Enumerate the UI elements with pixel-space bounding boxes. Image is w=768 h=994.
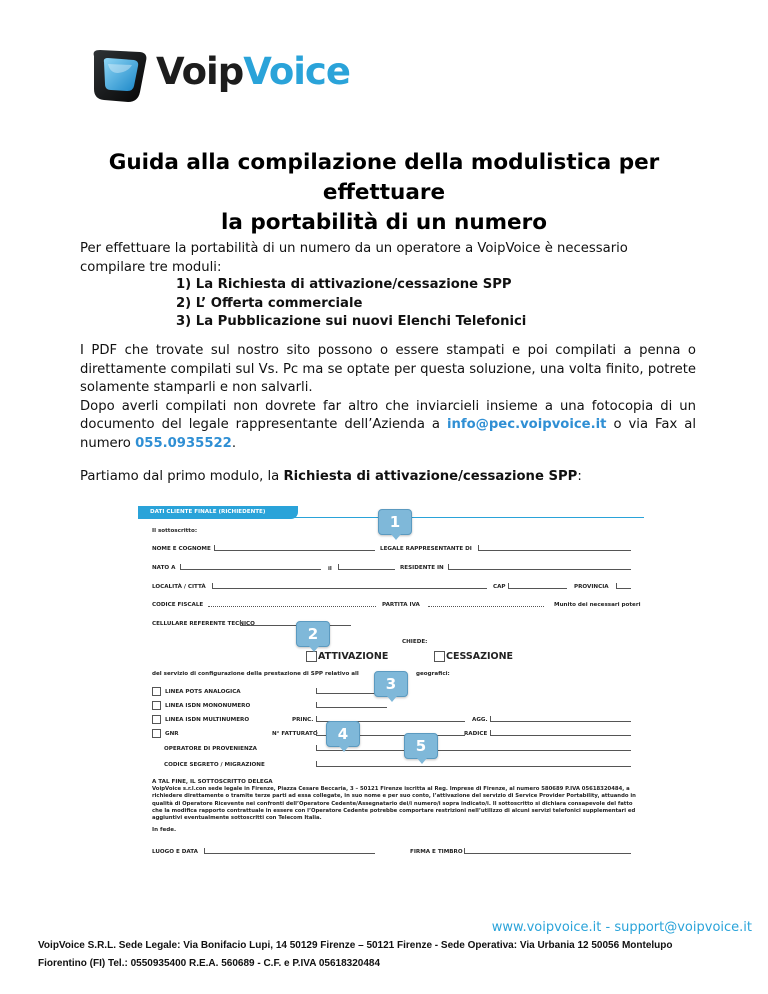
legal-line: richiedere direttamente o tramite terze parti ad essa collegate, in suo nome e per suo conto, l’attivazione del servizio di Service Provider Portability, attuando in <box>152 793 636 800</box>
form-label-princ: PRINC. <box>292 717 314 723</box>
first-module-colon: : <box>577 469 582 484</box>
form-field-data-nascita <box>338 564 395 570</box>
footer-web-contacts: www.voipvoice.it - support@voipvoice.it <box>491 920 752 935</box>
form-header-rule <box>288 517 644 518</box>
form-header <box>138 506 298 519</box>
logo-text-voip: Voip <box>156 50 244 93</box>
form-label-firma: FIRMA E TIMBRO <box>410 849 463 855</box>
callout-badge-2: 2 <box>296 621 330 647</box>
first-module-paragraph <box>80 468 696 487</box>
spp-form-image <box>138 503 644 866</box>
form-label-radice: RADICE <box>464 731 488 737</box>
form-label-linea-isdn-multi: LINEA ISDN MULTINUMERO <box>165 717 250 723</box>
instructions-text-a: I PDF che trovate sul nostro sito possono o essere stampati e poi compilati a penna o direttamente compilati sul Vs. Pc ma se optate per questa soluzione, una volta finito, potrete solamente stamparli e non salvarli. <box>80 343 696 395</box>
pec-email-link[interactable]: info@pec.voipvoice.it <box>446 417 607 432</box>
form-label-codice-segreto: CODICE SEGRETO / MIGRAZIONE <box>164 762 265 768</box>
form-label-in-fede: In fede. <box>152 827 177 833</box>
form-label-il: il <box>328 566 332 572</box>
form-label-agg: AGG. <box>472 717 488 723</box>
page-title <box>60 148 708 238</box>
form-label-sottoscritto: Il sottoscritto: <box>152 528 198 534</box>
form-label-codice-fiscale: CODICE FISCALE <box>152 602 204 608</box>
intro-paragraph: Per effettuare la portabilità di un numero da un operatore a VoipVoice è necessario compilare tre moduli: <box>80 241 628 275</box>
legal-line: VoipVoice s.r.l.con sede legale in Firenze, Piazza Cesare Beccaria, 3 – 50121 Firenze iscritta al Reg. Imprese di Firenze, al numero 580689 P.IVA 05618320484, a <box>152 786 630 792</box>
form-field-linea-isdn-mono <box>316 702 387 708</box>
attivazione-checkbox <box>306 651 317 662</box>
form-label-legale: LEGALE RAPPRESENTANTE DI <box>380 546 472 552</box>
callout-badge-1: 1 <box>378 509 412 535</box>
form-label-chiede: CHIEDE: <box>402 639 428 645</box>
step-item: 2) L’ Offerta commerciale <box>176 295 363 311</box>
form-field-codice-fiscale <box>208 601 376 607</box>
logo-wordmark <box>156 48 350 96</box>
form-label-gnr: GNR <box>165 731 179 737</box>
form-label-servizio-a: del servizio di configurazione della prestazione di SPP relativo all <box>152 671 359 677</box>
instructions-text-end: . <box>231 435 237 451</box>
title-line-2: la portabilità di un numero <box>221 210 547 235</box>
form-label-nome: NOME E COGNOME <box>152 546 211 552</box>
footer-address-line-2: Fiorentino (FI) Tel.: 0550935400 R.E.A. 560689 - C.F. e P.IVA 05618320484 <box>38 958 381 969</box>
form-label-cellulare: CELLULARE REFERENTE TECNICO <box>152 621 255 627</box>
fax-number-link[interactable]: 055.0935522 <box>135 435 232 451</box>
form-label-a-tal-fine: A TAL FINE, IL SOTTOSCRITTO DELEGA <box>152 779 273 785</box>
instructions-text-b: Dopo averli compilati non dovrete far altro che inviarcieli insieme a una fotocopia di un documento del legale rappresentante dell’Azienda a <box>80 398 696 432</box>
form-label-residente: RESIDENTE IN <box>400 565 444 571</box>
form-field-provincia <box>616 583 631 589</box>
form-field-legale <box>478 545 631 551</box>
form-label-operatore: OPERATORE DI PROVENIENZA <box>164 746 258 752</box>
form-field-operatore <box>316 745 631 751</box>
form-field-localita <box>212 583 487 589</box>
logo-text-voice: Voice <box>243 50 350 93</box>
title-line-1: Guida alla compilazione della modulistica per effettuare <box>108 150 660 205</box>
company-logo <box>88 44 350 108</box>
linea-isdn-multi-checkbox <box>152 715 161 724</box>
instructions-paragraph <box>80 342 696 453</box>
instructions-text-c: o via Fax al numero <box>80 417 696 451</box>
first-module-text-a: Partiamo dal primo modulo, la <box>80 469 280 484</box>
form-field-nome <box>214 545 375 551</box>
linea-isdn-mono-checkbox <box>152 701 161 710</box>
legal-line: aggiuntivi eventualmente sottoscritti con Telecom Italia. <box>152 815 322 822</box>
callout-badge-5: 5 <box>404 733 438 759</box>
form-label-localita: LOCALITÀ / CITTÀ <box>152 584 206 590</box>
form-label-n-fatturato: N° FATTURATO <box>272 731 318 737</box>
legal-line: qualità di Operatore Ricevente nei confronti dell’Operatore Cedente/Assegnatario dei/i numero/i sopra indicato/i. Il sottoscritto si dichiara consapevole del fatto <box>152 800 633 807</box>
first-module-name: Richiesta di attivazione/cessazione SPP <box>283 469 578 484</box>
linea-pots-checkbox <box>152 687 161 696</box>
form-option-cessazione: CESSAZIONE <box>446 651 514 662</box>
form-field-luogo <box>204 848 375 854</box>
form-field-firma <box>464 848 631 854</box>
legal-line: che la modifica rapporto contrattuale in essere con l’Operatore Cedente potrebbe comportare restrizioni nell’utilizzo di alcuni servizi telefonici supplementari ed <box>152 807 636 814</box>
form-field-cap <box>508 583 567 589</box>
callout-badge-3: 3 <box>374 671 408 697</box>
form-field-radice <box>490 730 631 736</box>
form-label-linea-pots: LINEA POTS ANALOGICA <box>165 689 241 695</box>
step-item: 1) La Richiesta di attivazione/cessazione SPP <box>176 277 512 292</box>
form-header-label: DATI CLIENTE FINALE (RICHIEDENTE) <box>150 509 266 515</box>
form-label-nato: NATO A <box>152 565 176 571</box>
form-field-residente <box>448 564 631 570</box>
cessazione-checkbox <box>434 651 445 662</box>
step-item: 3) La Pubblicazione sui nuovi Elenchi Telefonici <box>176 314 527 329</box>
gnr-checkbox <box>152 729 161 738</box>
steps-list <box>176 276 526 332</box>
form-label-servizio-b: geografici: <box>416 671 450 677</box>
form-field-agg <box>490 716 631 722</box>
form-label-cap: CAP <box>493 584 506 590</box>
voipvoice-logo-icon <box>88 46 152 106</box>
form-label-partita-iva: PARTITA IVA <box>382 602 420 608</box>
callout-badge-4: 4 <box>326 721 360 747</box>
form-field-nato <box>180 564 321 570</box>
form-field-partita-iva <box>428 601 544 607</box>
form-option-attivazione: ATTIVAZIONE <box>318 651 389 662</box>
form-label-luogo: LUOGO E DATA <box>152 849 198 855</box>
form-label-munito: Munito dei necessari poteri <box>554 602 641 608</box>
footer-address-line-1: VoipVoice S.R.L. Sede Legale: Via Bonifacio Lupi, 14 50129 Firenze – 50121 Firenze - Sede Operativa: Via Urbania 12 50056 Montelupo <box>38 940 673 951</box>
form-field-codice-segreto <box>316 761 631 767</box>
form-label-provincia: PROVINCIA <box>574 584 609 590</box>
form-legal-text <box>152 786 642 822</box>
form-label-linea-isdn-mono: LINEA ISDN MONONUMERO <box>165 703 251 709</box>
